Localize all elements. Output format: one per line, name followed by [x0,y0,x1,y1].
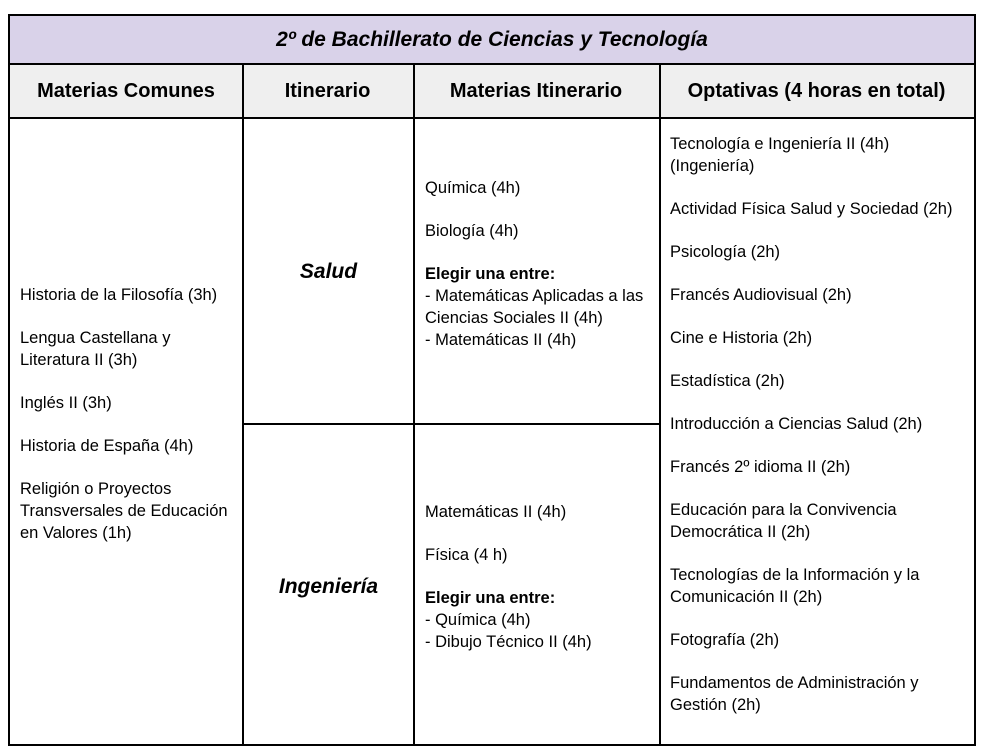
list-item: Educación para la Convivencia Democrática II (2h) [670,501,897,541]
row-divider [242,423,659,425]
header-materias-itinerario: Materias Itinerario [413,65,659,119]
list-item: Matemáticas II (4h) [425,503,567,521]
option-item: - Matemáticas Aplicadas a las Ciencias Sociales II (4h) [425,287,644,327]
table-title: 2º de Bachillerato de Ciencias y Tecnología [10,16,974,65]
option-item: - Matemáticas II (4h) [425,331,577,349]
itinerario-salud: Salud [299,260,358,283]
list-item: Fotografía (2h) [670,631,780,649]
header-itinerario: Itinerario [242,65,413,119]
list-item: Historia de la Filosofía (3h) [20,286,218,304]
column-divider [659,65,661,744]
list-item: Tecnologías de la Información y la Comunicación II (2h) [670,566,920,606]
list-item: Psicología (2h) [670,243,781,261]
ingenieria-materias-cell [425,501,653,653]
elegir-label: Elegir una entre: [425,589,556,607]
list-item: Inglés II (3h) [20,394,112,412]
itinerario-ingenieria: Ingeniería [278,575,379,598]
list-item: Historia de España (4h) [20,437,194,455]
list-item: Introducción a Ciencias Salud (2h) [670,415,923,433]
elegir-group [425,263,653,351]
column-divider [413,65,415,744]
comunes-cell [20,284,235,544]
list-item: Química (4h) [425,179,521,197]
list-item: Francés 2º idioma II (2h) [670,458,851,476]
list-item: Tecnología e Ingeniería II (4h) (Ingeniería) [670,135,890,175]
list-item: Francés Audiovisual (2h) [670,286,852,304]
list-item: Física (4 h) [425,546,508,564]
option-item: - Química (4h) [425,611,531,629]
elegir-label: Elegir una entre: [425,265,556,283]
list-item: Biología (4h) [425,222,519,240]
list-item: Fundamentos de Administración y Gestión (2h) [670,674,919,714]
list-item: Cine e Historia (2h) [670,329,813,347]
optativas-cell [670,133,968,716]
subjects-table [8,14,976,746]
header-optativas: Optativas (4 horas en total) [659,65,974,119]
list-item: Estadística (2h) [670,372,785,390]
elegir-group [425,587,653,653]
option-item: - Dibujo Técnico II (4h) [425,633,592,651]
list-item: Lengua Castellana y Literatura II (3h) [20,329,171,369]
salud-materias-cell [425,177,653,351]
header-materias-comunes: Materias Comunes [10,65,242,119]
column-divider [242,65,244,744]
list-item: Actividad Física Salud y Sociedad (2h) [670,200,953,218]
list-item: Religión o Proyectos Transversales de Educación en Valores (1h) [20,480,228,542]
